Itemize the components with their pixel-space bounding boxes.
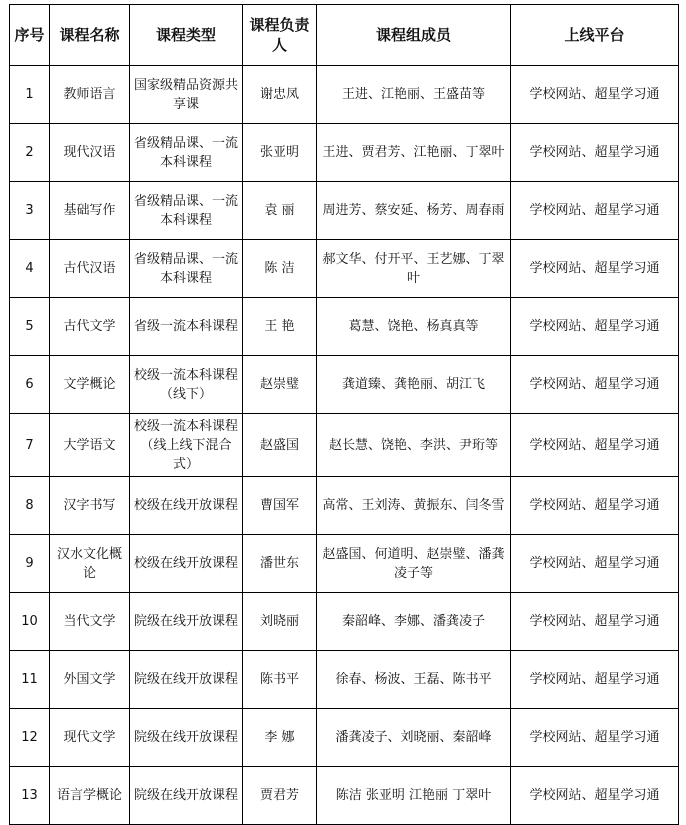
cell-members: 秦韶峰、李娜、潘龚凌子 (317, 593, 511, 651)
cell-course-type: 校级在线开放课程 (130, 477, 243, 535)
cell-platform: 学校网站、超星学习通 (511, 477, 679, 535)
header-no: 序号 (10, 5, 50, 66)
table-row (10, 124, 679, 182)
table-row (10, 356, 679, 414)
table-row (10, 414, 679, 477)
cell-course-type: 校级一流本科课程（线下） (130, 356, 243, 414)
table-row (10, 593, 679, 651)
cell-no: 4 (10, 240, 50, 298)
cell-course-lead: 赵崇璧 (243, 356, 317, 414)
cell-platform: 学校网站、超星学习通 (511, 593, 679, 651)
cell-members: 葛慧、饶艳、杨真真等 (317, 298, 511, 356)
cell-members: 陈洁 张亚明 江艳丽 丁翠叶 (317, 767, 511, 825)
cell-no: 2 (10, 124, 50, 182)
cell-course-type: 省级精品课、一流本科课程 (130, 124, 243, 182)
cell-platform: 学校网站、超星学习通 (511, 298, 679, 356)
cell-platform: 学校网站、超星学习通 (511, 535, 679, 593)
header-row (10, 5, 679, 66)
cell-course-name: 基础写作 (50, 182, 130, 240)
table-row (10, 182, 679, 240)
cell-course-lead: 张亚明 (243, 124, 317, 182)
table-row (10, 240, 679, 298)
cell-course-lead: 谢忠凤 (243, 66, 317, 124)
cell-members: 潘龚凌子、刘晓丽、秦韶峰 (317, 709, 511, 767)
table-row (10, 298, 679, 356)
cell-no: 1 (10, 66, 50, 124)
cell-course-type: 校级在线开放课程 (130, 535, 243, 593)
cell-course-type: 国家级精品资源共享课 (130, 66, 243, 124)
cell-course-type: 院级在线开放课程 (130, 651, 243, 709)
cell-course-lead: 曹国军 (243, 477, 317, 535)
cell-course-name: 古代文学 (50, 298, 130, 356)
cell-course-lead: 袁 丽 (243, 182, 317, 240)
cell-course-lead: 陈书平 (243, 651, 317, 709)
cell-course-type: 省级精品课、一流本科课程 (130, 182, 243, 240)
cell-course-name: 汉水文化概论 (50, 535, 130, 593)
cell-course-lead: 贾君芳 (243, 767, 317, 825)
cell-members: 徐春、杨波、王磊、陈书平 (317, 651, 511, 709)
cell-members: 龚道臻、龚艳丽、胡江飞 (317, 356, 511, 414)
cell-no: 12 (10, 709, 50, 767)
header-course-name: 课程名称 (50, 5, 130, 66)
cell-course-type: 院级在线开放课程 (130, 767, 243, 825)
table-row (10, 535, 679, 593)
cell-platform: 学校网站、超星学习通 (511, 414, 679, 477)
cell-course-lead: 赵盛国 (243, 414, 317, 477)
cell-no: 5 (10, 298, 50, 356)
header-members: 课程组成员 (317, 5, 511, 66)
header-platform: 上线平台 (511, 5, 679, 66)
cell-members: 赵盛国、何道明、赵崇璧、潘龚凌子等 (317, 535, 511, 593)
table-row (10, 651, 679, 709)
cell-course-name: 教师语言 (50, 66, 130, 124)
cell-course-name: 大学语文 (50, 414, 130, 477)
cell-course-type: 校级一流本科课程（线上线下混合式） (130, 414, 243, 477)
cell-no: 7 (10, 414, 50, 477)
cell-platform: 学校网站、超星学习通 (511, 651, 679, 709)
cell-no: 13 (10, 767, 50, 825)
cell-platform: 学校网站、超星学习通 (511, 240, 679, 298)
cell-members: 高常、王刘涛、黄振东、闫冬雪 (317, 477, 511, 535)
cell-course-name: 现代汉语 (50, 124, 130, 182)
cell-course-type: 省级精品课、一流本科课程 (130, 240, 243, 298)
cell-no: 8 (10, 477, 50, 535)
cell-course-name: 文学概论 (50, 356, 130, 414)
cell-platform: 学校网站、超星学习通 (511, 709, 679, 767)
cell-platform: 学校网站、超星学习通 (511, 356, 679, 414)
cell-members: 赵长慧、饶艳、李洪、尹珩等 (317, 414, 511, 477)
cell-members: 王进、贾君芳、江艳丽、丁翠叶 (317, 124, 511, 182)
cell-no: 6 (10, 356, 50, 414)
cell-platform: 学校网站、超星学习通 (511, 66, 679, 124)
cell-course-name: 当代文学 (50, 593, 130, 651)
cell-course-name: 语言学概论 (50, 767, 130, 825)
table-row (10, 767, 679, 825)
table-row (10, 477, 679, 535)
cell-course-name: 汉字书写 (50, 477, 130, 535)
cell-members: 郝文华、付开平、王艺娜、丁翠叶 (317, 240, 511, 298)
cell-course-lead: 李 娜 (243, 709, 317, 767)
cell-platform: 学校网站、超星学习通 (511, 182, 679, 240)
cell-no: 11 (10, 651, 50, 709)
cell-course-lead: 陈 洁 (243, 240, 317, 298)
cell-course-lead: 王 艳 (243, 298, 317, 356)
cell-course-type: 院级在线开放课程 (130, 593, 243, 651)
course-table (9, 4, 679, 825)
cell-course-name: 外国文学 (50, 651, 130, 709)
cell-course-name: 现代文学 (50, 709, 130, 767)
cell-course-type: 院级在线开放课程 (130, 709, 243, 767)
cell-course-type: 省级一流本科课程 (130, 298, 243, 356)
table-row (10, 66, 679, 124)
cell-no: 9 (10, 535, 50, 593)
cell-members: 周进芳、蔡安延、杨芳、周春雨 (317, 182, 511, 240)
table-row (10, 709, 679, 767)
header-course-type: 课程类型 (130, 5, 243, 66)
cell-course-lead: 潘世东 (243, 535, 317, 593)
header-course-lead: 课程负责人 (243, 5, 317, 66)
cell-course-name: 古代汉语 (50, 240, 130, 298)
cell-members: 王进、江艳丽、王盛苗等 (317, 66, 511, 124)
cell-no: 3 (10, 182, 50, 240)
cell-platform: 学校网站、超星学习通 (511, 124, 679, 182)
cell-platform: 学校网站、超星学习通 (511, 767, 679, 825)
cell-no: 10 (10, 593, 50, 651)
cell-course-lead: 刘晓丽 (243, 593, 317, 651)
